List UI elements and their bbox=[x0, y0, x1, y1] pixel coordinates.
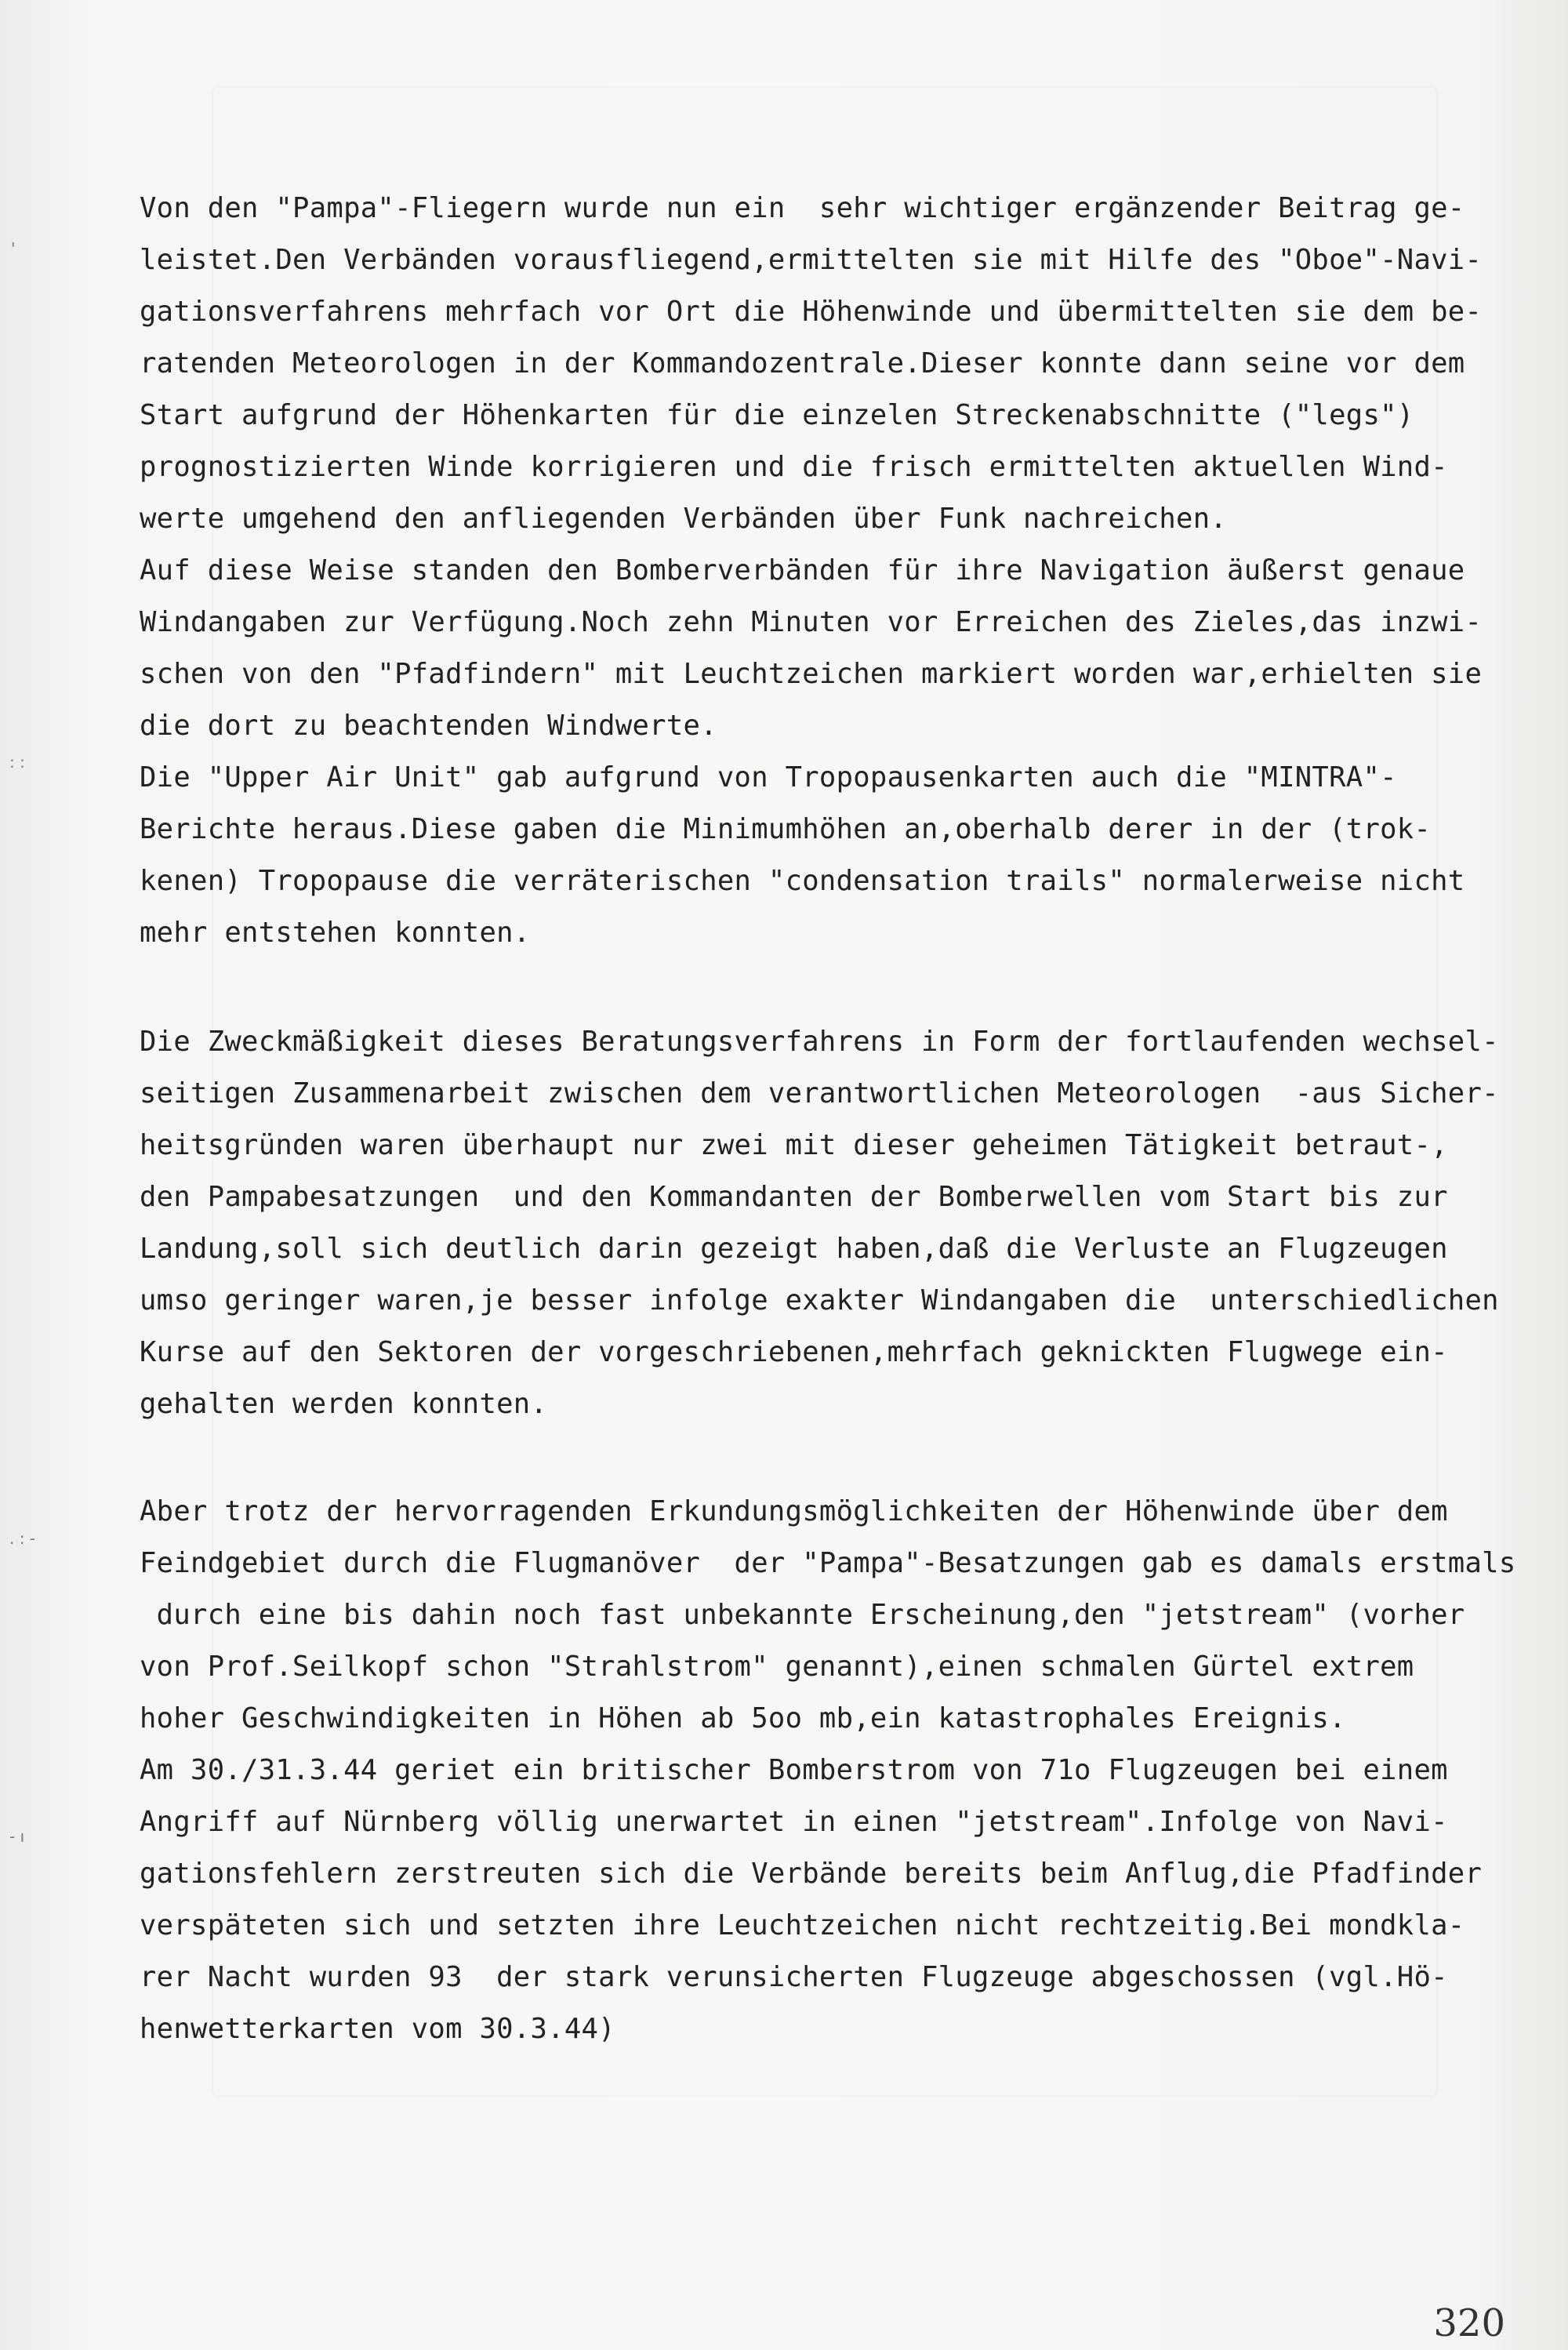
text-line: ratenden Meteorologen in der Kommandozentrale.Dieser konnte dann seine vor dem bbox=[140, 347, 1465, 380]
text-line: seitigen Zusammenarbeit zwischen dem verantwortlichen Meteorologen -aus Sicher- bbox=[140, 1077, 1499, 1110]
margin-speck: : : bbox=[9, 753, 25, 772]
text-line: Von den "Pampa"-Fliegern wurde nun ein sehr wichtiger ergänzender Beitrag ge- bbox=[140, 192, 1465, 224]
paragraph-jetstream bbox=[140, 1486, 1519, 2055]
text-line: den Pampabesatzungen und den Kommandanten der Bomberwellen vom Start bis zur bbox=[140, 1181, 1448, 1213]
margin-speck: ' bbox=[11, 239, 16, 258]
margin-speck: - ı bbox=[9, 1827, 25, 1846]
text-line: schen von den "Pfadfindern" mit Leuchtzeichen markiert worden war,erhielten sie bbox=[140, 658, 1483, 690]
text-line: Am 30./31.3.44 geriet ein britischer Bomberstrom von 71o Flugzeugen bei einem bbox=[140, 1754, 1448, 1786]
text-line: Aber trotz der hervorragenden Erkundungsmöglichkeiten der Höhenwinde über dem bbox=[140, 1495, 1448, 1527]
text-line: durch eine bis dahin noch fast unbekannte Erscheinung,den "jetstream" (vorher bbox=[140, 1599, 1465, 1631]
text-line: gationsfehlern zerstreuten sich die Verbände bereits beim Anflug,die Pfadfinder bbox=[140, 1858, 1483, 1890]
paragraph-pampa-fliegern bbox=[140, 183, 1519, 959]
page-number: 320 bbox=[1433, 2301, 1505, 2345]
margin-speck: . : - bbox=[9, 1529, 36, 1548]
text-line: Auf diese Weise standen den Bomberverbänden für ihre Navigation äußerst genaue bbox=[140, 554, 1465, 587]
text-line: kenen) Tropopause die verräterischen "condensation trails" normalerweise nicht bbox=[140, 865, 1465, 897]
text-line: heitsgründen waren überhaupt nur zwei mit dieser geheimen Tätigkeit betraut-, bbox=[140, 1129, 1448, 1161]
text-line: rer Nacht wurden 93 der stark verunsicherten Flugzeuge abgeschossen (vgl.Hö- bbox=[140, 1961, 1448, 1993]
text-line: prognostizierten Winde korrigieren und die frisch ermittelten aktuellen Wind- bbox=[140, 451, 1448, 483]
text-line: Windangaben zur Verfügung.Noch zehn Minuten vor Erreichen des Zieles,das inzwi- bbox=[140, 606, 1483, 638]
text-line: umso geringer waren,je besser infolge exakter Windangaben die unterschiedlichen bbox=[140, 1284, 1499, 1317]
text-line: von Prof.Seilkopf schon "Strahlstrom" genannt),einen schmalen Gürtel extrem bbox=[140, 1651, 1414, 1683]
text-line: werte umgehend den anfliegenden Verbänden über Funk nachreichen. bbox=[140, 503, 1228, 535]
text-line: Kurse auf den Sektoren der vorgeschriebenen,mehrfach geknickten Flugwege ein- bbox=[140, 1336, 1448, 1368]
text-line: Start aufgrund der Höhenkarten für die einzelen Streckenabschnitte ("legs") bbox=[140, 399, 1414, 431]
text-line: Angriff auf Nürnberg völlig unerwartet in einen "jetstream".Infolge von Navi- bbox=[140, 1806, 1448, 1838]
text-line: verspäteten sich und setzten ihre Leuchtzeichen nicht rechtzeitig.Bei mondkla- bbox=[140, 1909, 1465, 1941]
text-line: leistet.Den Verbänden vorausfliegend,ermittelten sie mit Hilfe des "Oboe"-Navi- bbox=[140, 244, 1483, 276]
text-line: gehalten werden konnten. bbox=[140, 1388, 548, 1420]
text-line: mehr entstehen konnten. bbox=[140, 917, 531, 949]
text-line: hoher Geschwindigkeiten in Höhen ab 5oo mb,ein katastrophales Ereignis. bbox=[140, 1702, 1346, 1734]
text-line: Die Zweckmäßigkeit dieses Beratungsverfahrens in Form der fortlaufenden wechsel- bbox=[140, 1026, 1499, 1058]
paragraph-zweckmaessigkeit bbox=[140, 1016, 1519, 1430]
text-line: die dort zu beachtenden Windwerte. bbox=[140, 710, 717, 742]
text-line: henwetterkarten vom 30.3.44) bbox=[140, 2013, 615, 2045]
text-line: gationsverfahrens mehrfach vor Ort die Höhenwinde und übermittelten sie dem be- bbox=[140, 296, 1483, 328]
text-line: Die "Upper Air Unit" gab aufgrund von Tropopausenkarten auch die "MINTRA"- bbox=[140, 761, 1397, 794]
text-line: Landung,soll sich deutlich darin gezeigt haben,daß die Verluste an Flugzeugen bbox=[140, 1233, 1448, 1265]
text-line: Berichte heraus.Diese gaben die Minimumhöhen an,oberhalb derer in der (trok- bbox=[140, 813, 1432, 845]
text-line: Feindgebiet durch die Flugmanöver der "Pampa"-Besatzungen gab es damals erstmals bbox=[140, 1547, 1516, 1579]
